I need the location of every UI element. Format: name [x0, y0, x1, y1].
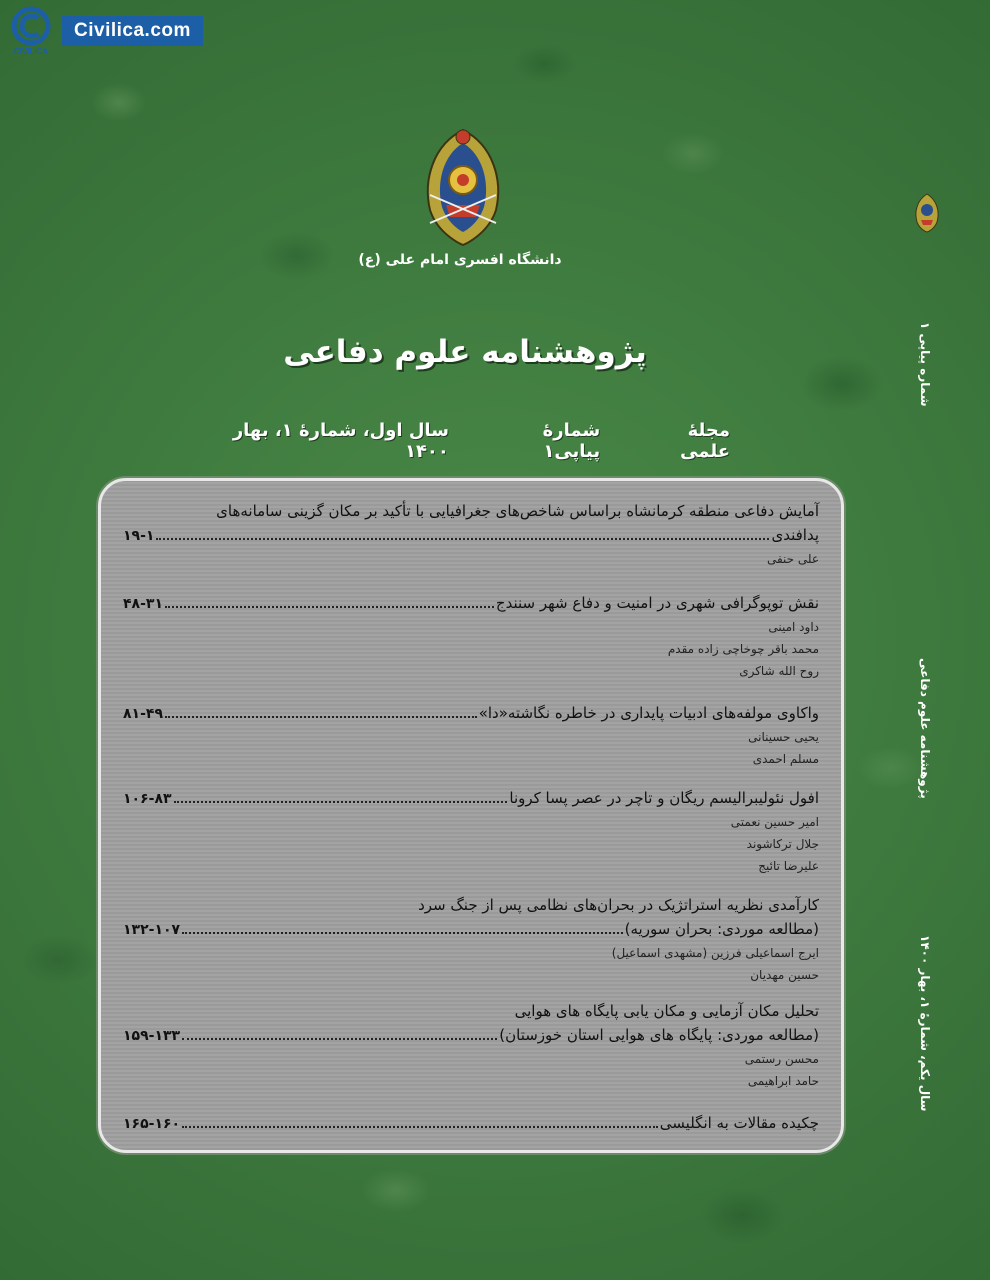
- toc-leader-dots: [182, 932, 623, 934]
- university-name: دانشگاه افسری امام علی (ع): [358, 252, 562, 268]
- toc-entry-author: روح الله شاکری: [739, 664, 819, 678]
- toc-entry-2[interactable]: [123, 591, 819, 682]
- toc-entry-author: ایرج اسماعیلی فرزین (مشهدی اسماعیل): [611, 946, 819, 960]
- toc-entry-pages: ۱۹-۱: [123, 528, 155, 544]
- toc-entry-pages: ۱۵۹-۱۳۳: [123, 1028, 181, 1044]
- spine-journal-title: پژوهشنامه علوم دفاعی: [918, 658, 932, 799]
- toc-entry-title: آمایش دفاعی منطقه کرمانشاه براساس شاخص‌های جغرافیایی با تأکید بر مکان گزینی سامانه‌های: [216, 502, 819, 520]
- toc-entry-title-cont: پدافندی: [771, 526, 819, 544]
- toc-leader-dots: [165, 716, 477, 718]
- toc-entry-author: علیرضا تائیج: [758, 859, 819, 873]
- toc-entry-5[interactable]: [123, 893, 819, 986]
- toc-entry-author: داود امینی: [768, 620, 819, 634]
- toc-entry-author: حامد ابراهیمی: [747, 1074, 819, 1088]
- toc-entry-6[interactable]: [123, 999, 819, 1092]
- toc-entry-subtitle: (مطالعه موردی: پایگاه های هوایی استان خوزستان): [499, 1026, 819, 1044]
- toc-entry-title: واکاوی مولفه‌های ادبیات پایداری در خاطره نگاشته«دا»: [478, 704, 819, 722]
- toc-entry-7[interactable]: [123, 1111, 819, 1136]
- toc-entry-pages: ۴۸-۳۱: [123, 596, 163, 612]
- toc-entry-pages: ۱۶۵-۱۶۰: [123, 1116, 181, 1132]
- toc-entry-title: کارآمدی نظریه استراتژیک در بحران‌های نظامی پس از جنگ سرد: [418, 896, 819, 914]
- toc-entry-3[interactable]: [123, 701, 819, 770]
- toc-entry-author: جلال ترکاشوند: [746, 837, 819, 851]
- toc-entry-title: افول نئولیبرالیسم ریگان و تاچر در عصر پسا کرونا: [509, 789, 819, 807]
- toc-entry-title: نقش توپوگرافی شهری در امنیت و دفاع شهر سنندج: [495, 594, 819, 612]
- toc-entry-pages: ۱۰۶-۸۳: [123, 791, 172, 807]
- toc-entry-subtitle: (مطالعه موردی: بحران سوریه): [624, 920, 819, 938]
- toc-leader-dots: [182, 1126, 658, 1128]
- toc-entry-author: مسلم احمدی: [752, 752, 819, 766]
- toc-entry-pages: ۸۱-۴۹: [123, 706, 163, 722]
- toc-entry-title: تحلیل مکان آزمایی و مکان یابی پایگاه های هوایی: [514, 1002, 819, 1020]
- journal-issue: سال اول، شمارهٔ ۱، بهار ۱۴۰۰: [232, 420, 449, 462]
- toc-entry-pages: ۱۳۲-۱۰۷: [123, 922, 181, 938]
- toc-entry-author: یحیی حسینانی: [748, 730, 819, 744]
- toc-leader-dots: [165, 606, 494, 608]
- toc-leader-dots: [156, 538, 769, 540]
- university-emblem-icon: [418, 125, 508, 250]
- toc-leader-dots: [182, 1038, 497, 1040]
- toc-entry-4[interactable]: [123, 786, 819, 877]
- toc-entry-author: محمد باقر چوخاچی زاده مقدم: [667, 642, 819, 656]
- spine-issue: سال یکم، شمارهٔ ۱، بهار ۱۴۰۰: [918, 935, 932, 1112]
- toc-entry-author: محسن رستمی: [744, 1052, 819, 1066]
- journal-title: پژوهشنامه علوم دفاعی: [283, 334, 647, 370]
- journal-subtitle: [190, 420, 730, 462]
- civilica-site-label[interactable]: Civilica.com: [62, 16, 203, 46]
- toc-entry-1[interactable]: [123, 499, 819, 570]
- table-of-contents: [98, 478, 844, 1153]
- toc-entry-title: چکیده مقالات به انگلیسی: [659, 1114, 819, 1132]
- spine-serial: شماره پیاپی ۱: [918, 322, 932, 407]
- toc-leader-dots: [174, 801, 508, 803]
- civilica-logo-icon: [4, 6, 58, 56]
- journal-serial: شمارهٔ پیاپی۱: [542, 420, 601, 462]
- toc-entry-author: علی حنفی: [766, 552, 819, 566]
- toc-entry-author: حسین مهدیان: [750, 968, 819, 982]
- toc-entry-author: امیر حسین نعمتی: [730, 815, 819, 829]
- svg-text:CIVILICA: CIVILICA: [13, 47, 49, 56]
- spine-emblem-icon: [912, 192, 942, 234]
- civilica-watermark: [4, 6, 203, 56]
- journal-type: مجلهٔ علمی: [680, 420, 730, 462]
